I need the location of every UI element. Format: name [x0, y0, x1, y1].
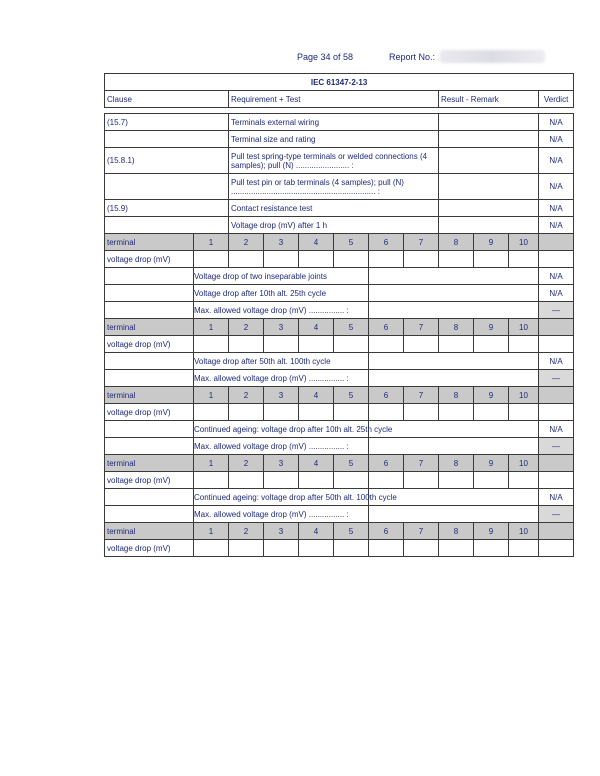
result-cell — [439, 217, 539, 234]
requirement-cell: Terminals external wiring — [229, 114, 439, 131]
terminal-number: 7 — [404, 234, 439, 251]
verdict-cell: N/A — [539, 174, 574, 200]
terminal-number: 7 — [404, 319, 439, 336]
sub-test-row — [105, 421, 574, 438]
voltage-drop-row — [105, 540, 574, 557]
voltage-drop-label: voltage drop (mV) — [105, 472, 194, 489]
sub-result — [369, 285, 539, 302]
terminal-number: 6 — [369, 523, 404, 540]
voltage-drop-value — [264, 540, 299, 557]
terminal-row — [105, 387, 574, 404]
voltage-drop-value — [369, 336, 404, 353]
terminal-row — [105, 234, 574, 251]
terminal-number: 3 — [264, 234, 299, 251]
terminal-label: terminal — [105, 523, 194, 540]
sub-blank — [105, 421, 194, 438]
terminal-label: terminal — [105, 455, 194, 472]
sub-test-label: Continued ageing: voltage drop after 50th alt. 100th cycle — [194, 489, 369, 506]
voltage-drop-value — [299, 404, 334, 421]
voltage-drop-value — [264, 336, 299, 353]
terminal-number: 8 — [439, 319, 474, 336]
terminal-number: 8 — [439, 523, 474, 540]
sub-blank — [105, 489, 194, 506]
voltage-drop-value — [509, 404, 539, 421]
voltage-drop-label: voltage drop (mV) — [105, 540, 194, 557]
voltage-drop-value — [369, 540, 404, 557]
terminal-number: 5 — [334, 387, 369, 404]
sub-result — [369, 506, 539, 523]
terminal-number: 5 — [334, 319, 369, 336]
sub-test-label: Max. allowed voltage drop (mV) ................ : — [194, 302, 369, 319]
test-report-table — [104, 73, 569, 557]
voltage-drop-value — [229, 404, 264, 421]
terminal-number: 2 — [229, 387, 264, 404]
terminal-label: terminal — [105, 387, 194, 404]
voltage-drop-value — [474, 540, 509, 557]
sub-blank — [105, 506, 194, 523]
page-number: Page 34 of 58 — [297, 52, 354, 62]
terminal-blank — [539, 234, 574, 251]
sub-test-label: Max. allowed voltage drop (mV) ................ : — [194, 506, 369, 523]
voltage-drop-value — [509, 472, 539, 489]
voltage-drop-value — [194, 472, 229, 489]
sub-test-label: Voltage drop after 10th alt. 25th cycle — [194, 285, 369, 302]
voltage-drop-value — [229, 472, 264, 489]
voltage-drop-value — [299, 251, 334, 268]
voltage-drop-value — [194, 336, 229, 353]
voltage-drop-value — [539, 540, 574, 557]
verdict-cell: N/A — [539, 131, 574, 148]
voltage-drop-value — [474, 472, 509, 489]
terminal-number: 4 — [299, 234, 334, 251]
sub-test-row — [105, 353, 574, 370]
column-header-row — [105, 91, 574, 108]
requirement-header: Requirement + Test — [229, 91, 439, 108]
terminal-number: 5 — [334, 455, 369, 472]
voltage-drop-row — [105, 404, 574, 421]
terminal-row — [105, 319, 574, 336]
verdict-cell: N/A — [539, 148, 574, 174]
terminal-label: terminal — [105, 234, 194, 251]
terminal-number: 10 — [509, 455, 539, 472]
voltage-drop-value — [369, 472, 404, 489]
terminal-label: terminal — [105, 319, 194, 336]
terminal-number: 3 — [264, 455, 299, 472]
voltage-drop-value — [194, 251, 229, 268]
terminal-number: 8 — [439, 455, 474, 472]
verdict-cell: N/A — [539, 200, 574, 217]
terminal-number: 10 — [509, 234, 539, 251]
voltage-drop-value — [439, 336, 474, 353]
sub-verdict: N/A — [539, 285, 574, 302]
terminal-blank — [539, 319, 574, 336]
terminal-number: 3 — [264, 319, 299, 336]
terminal-number: 5 — [334, 234, 369, 251]
sub-verdict: — — [539, 506, 574, 523]
sub-verdict: N/A — [539, 489, 574, 506]
sub-verdict: — — [539, 302, 574, 319]
terminal-row — [105, 523, 574, 540]
voltage-drop-value — [404, 404, 439, 421]
clause-row — [105, 200, 574, 217]
terminal-number: 7 — [404, 387, 439, 404]
sub-test-label: Voltage drop of two inseparable joints — [194, 268, 369, 285]
voltage-drop-label: voltage drop (mV) — [105, 336, 194, 353]
sub-test-row — [105, 489, 574, 506]
voltage-drop-value — [474, 404, 509, 421]
terminal-number: 3 — [264, 523, 299, 540]
standard-title: IEC 61347-2-13 — [105, 74, 574, 91]
sub-test-label: Max. allowed voltage drop (mV) ................ : — [194, 370, 369, 387]
voltage-drop-value — [439, 404, 474, 421]
voltage-drop-value — [539, 472, 574, 489]
voltage-drop-value — [474, 251, 509, 268]
terminal-number: 2 — [229, 319, 264, 336]
voltage-drop-value — [404, 540, 439, 557]
sub-result — [369, 302, 539, 319]
sub-test-label: Voltage drop after 50th alt. 100th cycle — [194, 353, 369, 370]
terminal-number: 6 — [369, 319, 404, 336]
result-cell — [439, 148, 539, 174]
voltage-drop-value — [439, 540, 474, 557]
sub-result — [369, 268, 539, 285]
sub-test-label: Continued ageing: voltage drop after 10th alt. 25th cycle — [194, 421, 369, 438]
clause-row — [105, 217, 574, 234]
verdict-cell: N/A — [539, 114, 574, 131]
voltage-drop-value — [404, 336, 439, 353]
voltage-drop-value — [299, 540, 334, 557]
clause-cell: (15.7) — [105, 114, 229, 131]
sub-test-row — [105, 285, 574, 302]
voltage-drop-value — [539, 404, 574, 421]
clause-cell — [105, 217, 229, 234]
terminal-number: 4 — [299, 319, 334, 336]
requirement-cell: Pull test spring-type terminals or welded connections (4 samples); pull (N) ........................ : — [229, 148, 439, 174]
report-number-label: Report No.: — [389, 52, 436, 62]
terminal-number: 9 — [474, 455, 509, 472]
terminal-number: 2 — [229, 523, 264, 540]
voltage-drop-value — [369, 251, 404, 268]
clause-row — [105, 114, 574, 131]
terminal-number: 1 — [194, 387, 229, 404]
clause-row — [105, 174, 574, 200]
voltage-drop-value — [264, 472, 299, 489]
redacted-report-number — [440, 50, 545, 63]
requirement-cell: Pull test pin or tab terminals (4 samples); pull (N) ................................................................. : — [229, 174, 439, 200]
voltage-drop-value — [474, 336, 509, 353]
requirement-cell: Terminal size and rating — [229, 131, 439, 148]
result-cell — [439, 131, 539, 148]
terminal-number: 2 — [229, 234, 264, 251]
voltage-drop-value — [334, 336, 369, 353]
voltage-drop-value — [229, 336, 264, 353]
terminal-blank — [539, 455, 574, 472]
sub-blank — [105, 370, 194, 387]
clause-cell: (15.8.1) — [105, 148, 229, 174]
voltage-drop-value — [229, 251, 264, 268]
voltage-drop-value — [334, 472, 369, 489]
terminal-number: 4 — [299, 387, 334, 404]
result-cell — [439, 174, 539, 200]
voltage-drop-value — [539, 336, 574, 353]
terminal-number: 9 — [474, 319, 509, 336]
terminal-number: 1 — [194, 455, 229, 472]
sub-test-label: Max. allowed voltage drop (mV) ................ : — [194, 438, 369, 455]
clause-row — [105, 148, 574, 174]
page-header — [0, 52, 600, 66]
sub-verdict: — — [539, 370, 574, 387]
terminal-number: 8 — [439, 234, 474, 251]
verdict-header: Verdict — [539, 91, 574, 108]
sub-blank — [105, 268, 194, 285]
terminal-number: 6 — [369, 234, 404, 251]
voltage-drop-value — [194, 404, 229, 421]
terminal-number: 4 — [299, 523, 334, 540]
terminal-number: 10 — [509, 319, 539, 336]
terminal-number: 9 — [474, 387, 509, 404]
sub-blank — [105, 285, 194, 302]
terminal-number: 1 — [194, 234, 229, 251]
verdict-cell: N/A — [539, 217, 574, 234]
sub-blank — [105, 353, 194, 370]
requirement-cell: Voltage drop (mV) after 1 h — [229, 217, 439, 234]
voltage-drop-value — [264, 251, 299, 268]
voltage-drop-value — [404, 472, 439, 489]
sub-test-row — [105, 438, 574, 455]
terminal-number: 2 — [229, 455, 264, 472]
voltage-drop-value — [334, 251, 369, 268]
voltage-drop-value — [509, 336, 539, 353]
terminal-number: 7 — [404, 523, 439, 540]
clause-header: Clause — [105, 91, 229, 108]
voltage-drop-value — [509, 251, 539, 268]
result-header: Result - Remark — [439, 91, 539, 108]
voltage-drop-value — [194, 540, 229, 557]
voltage-drop-value — [404, 251, 439, 268]
voltage-drop-row — [105, 472, 574, 489]
voltage-drop-value — [299, 336, 334, 353]
terminal-number: 10 — [509, 387, 539, 404]
sub-verdict: N/A — [539, 353, 574, 370]
result-cell — [439, 114, 539, 131]
result-cell — [439, 200, 539, 217]
terminal-number: 9 — [474, 523, 509, 540]
sub-result — [369, 438, 539, 455]
requirement-cell: Contact resistance test — [229, 200, 439, 217]
sub-blank — [105, 438, 194, 455]
sub-result — [369, 370, 539, 387]
voltage-drop-value — [264, 404, 299, 421]
voltage-drop-value — [334, 540, 369, 557]
terminal-number: 5 — [334, 523, 369, 540]
voltage-drop-label: voltage drop (mV) — [105, 404, 194, 421]
terminal-row — [105, 455, 574, 472]
clause-row — [105, 131, 574, 148]
voltage-drop-value — [439, 472, 474, 489]
terminal-number: 3 — [264, 387, 299, 404]
voltage-drop-row — [105, 336, 574, 353]
terminal-number: 4 — [299, 455, 334, 472]
voltage-drop-value — [229, 540, 264, 557]
terminal-blank — [539, 523, 574, 540]
sub-blank — [105, 302, 194, 319]
sub-verdict: — — [539, 438, 574, 455]
voltage-drop-value — [369, 404, 404, 421]
sub-verdict: N/A — [539, 268, 574, 285]
terminal-blank — [539, 387, 574, 404]
voltage-drop-value — [439, 251, 474, 268]
voltage-drop-value — [509, 540, 539, 557]
sub-test-row — [105, 268, 574, 285]
voltage-drop-label: voltage drop (mV) — [105, 251, 194, 268]
terminal-number: 1 — [194, 319, 229, 336]
clause-cell: (15.9) — [105, 200, 229, 217]
clause-cell — [105, 131, 229, 148]
terminal-number: 6 — [369, 387, 404, 404]
sub-result — [369, 353, 539, 370]
clause-cell — [105, 174, 229, 200]
sub-test-row — [105, 506, 574, 523]
voltage-drop-value — [299, 472, 334, 489]
voltage-drop-row — [105, 251, 574, 268]
voltage-drop-value — [539, 251, 574, 268]
terminal-number: 9 — [474, 234, 509, 251]
sub-test-row — [105, 302, 574, 319]
sub-verdict: N/A — [539, 421, 574, 438]
terminal-number: 10 — [509, 523, 539, 540]
terminal-number: 1 — [194, 523, 229, 540]
voltage-drop-value — [334, 404, 369, 421]
sub-result — [369, 421, 539, 438]
terminal-number: 8 — [439, 387, 474, 404]
standard-title-row — [105, 74, 574, 91]
terminal-number: 7 — [404, 455, 439, 472]
terminal-number: 6 — [369, 455, 404, 472]
sub-test-row — [105, 370, 574, 387]
